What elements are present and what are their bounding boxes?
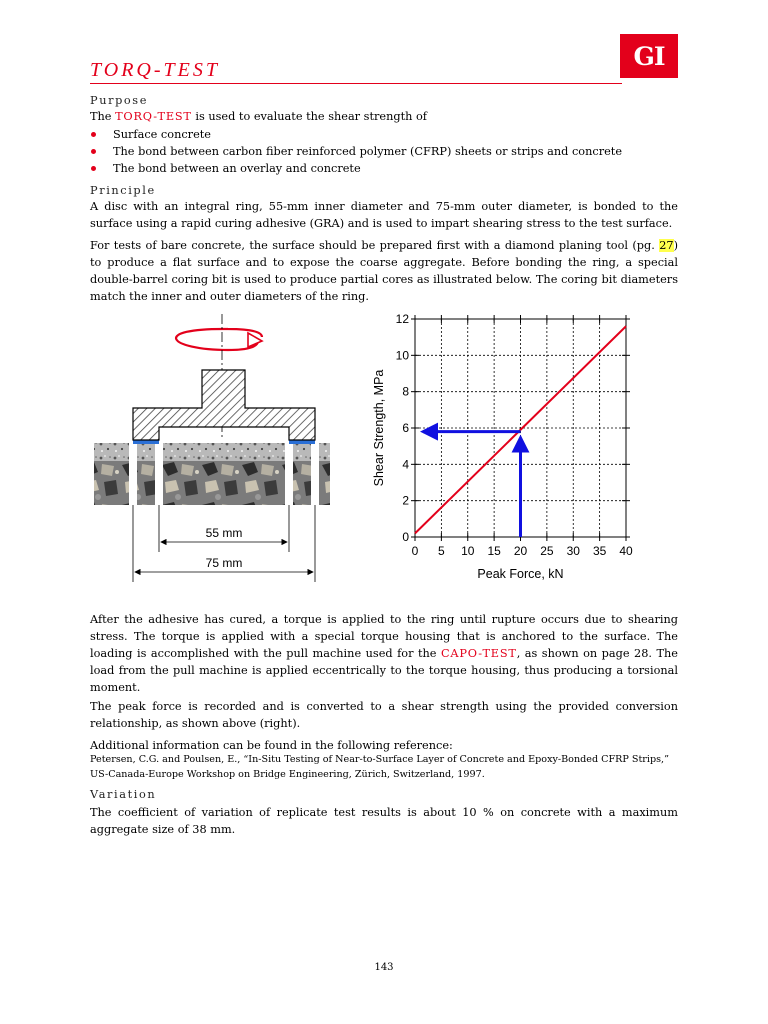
list-item [90, 143, 622, 160]
outer-diameter-label: 75 mm [205, 556, 243, 570]
p3-before: After the adhesive has cured, a torque is applied to the ring until rupture occurs due to shearing stress. The torque is applied with a special torque housing that is anchored to the surface. The loading is accomplished with the pull machine used for the [90, 613, 678, 660]
list-item-text: Surface concrete [113, 128, 211, 141]
principle-heading: Principle [90, 184, 156, 197]
core-cut-right-inner [285, 441, 293, 505]
ring-diagram [94, 314, 330, 582]
inner-diameter-label: 55 mm [205, 526, 243, 540]
principle-paragraph-2 [90, 237, 678, 305]
core-cut-left-outer [129, 441, 137, 505]
page-27-link[interactable]: 27 [659, 239, 674, 252]
y-tick-label: 12 [395, 312, 409, 326]
page-title: TORQ-TEST [90, 59, 220, 81]
purpose-list [90, 126, 622, 177]
x-tick-label: 0 [411, 544, 419, 558]
ring-disc [133, 370, 315, 440]
page-number: 143 [374, 962, 394, 973]
variation-heading: Variation [90, 788, 157, 801]
core-cut-left-inner [155, 441, 163, 505]
bullet-icon [91, 132, 96, 137]
core-cut-right-outer [311, 441, 319, 505]
x-tick-label: 35 [592, 544, 607, 558]
torq-test-name: TORQ-TEST [115, 110, 192, 123]
title-divider [90, 83, 622, 84]
bullet-icon [91, 149, 96, 154]
y-axis-label: Shear Strength, MPa [372, 369, 386, 487]
y-tick-label: 2 [402, 493, 409, 508]
body-paragraph-2: The peak force is recorded and is converted to a shear strength using the provided conversion relationship, as shown above (right). [90, 700, 678, 730]
list-item-text: The bond between carbon fiber reinforced polymer (CFRP) sheets or strips and concrete [113, 145, 622, 158]
conversion-chart [372, 312, 633, 581]
list-item-text: The bond between an overlay and concrete [113, 162, 361, 175]
x-tick-label: 25 [540, 544, 554, 558]
y-tick-label: 6 [402, 421, 409, 435]
bullet-icon [91, 166, 96, 171]
capo-test-name: CAPO-TEST [440, 647, 517, 660]
principle-paragraph-1: A disc with an integral ring, 55-mm inner diameter and 75-mm outer diameter, is bonded to the surface using a rapid curing adhesive (GRA) and is used to impart shearing stress to the test surface. [90, 200, 678, 230]
purpose-intro-suffix: is used to evaluate the shear strength of [191, 110, 427, 123]
x-tick-label: 20 [513, 544, 528, 558]
y-tick-label: 4 [402, 457, 409, 472]
y-tick-label: 10 [395, 348, 409, 363]
list-item [90, 160, 622, 177]
p3-after: , as shown on page 28. The load from the pull machine is applied eccentrically to the torque housing, thus producing a torsional moment. [90, 647, 678, 694]
x-tick-label: 30 [566, 544, 580, 558]
p2-before: For tests of bare concrete, the surface should be prepared first with a diamond planing tool (pg. [90, 239, 660, 252]
chart-annotation [423, 432, 521, 537]
x-tick-label: 5 [438, 544, 445, 558]
purpose-heading: Purpose [90, 94, 148, 107]
p2-after: ) to produce a flat surface and to expose the coarse aggregate. Before bonding the ring, a special double-barrel coring bit is used to produce partial cores as illustrated below. The coring bit diameters match the inner and outer diameters of the ring. [90, 239, 678, 303]
x-axis-label: Peak Force, kN [477, 567, 564, 581]
x-tick-label: 15 [487, 544, 501, 558]
gi-logo: GI [620, 34, 678, 78]
purpose-intro-prefix: The [90, 110, 116, 123]
y-tick-label: 0 [402, 530, 409, 544]
reference-citation: Petersen, C.G. and Poulsen, E., “In-Situ Testing of Near-to-Surface Layer of Concrete and Epoxy-Bonded CFRP Strips,” US-Canada-Europe Workshop on Bridge Engineering, Zürich, Switzerland, 1997. [90, 754, 669, 780]
list-item [90, 126, 622, 143]
x-tick-label: 10 [461, 544, 475, 558]
figure [0, 300, 768, 600]
x-tick-label: 40 [619, 544, 633, 558]
variation-paragraph: The coefficient of variation of replicate test results is about 10 % on concrete with a maximum aggregate size of 38 mm. [90, 806, 678, 836]
y-tick-label: 8 [402, 384, 409, 399]
body-paragraph-1 [90, 611, 678, 696]
body-paragraph-3: Additional information can be found in the following reference: [90, 739, 453, 752]
purpose-intro [90, 108, 678, 125]
